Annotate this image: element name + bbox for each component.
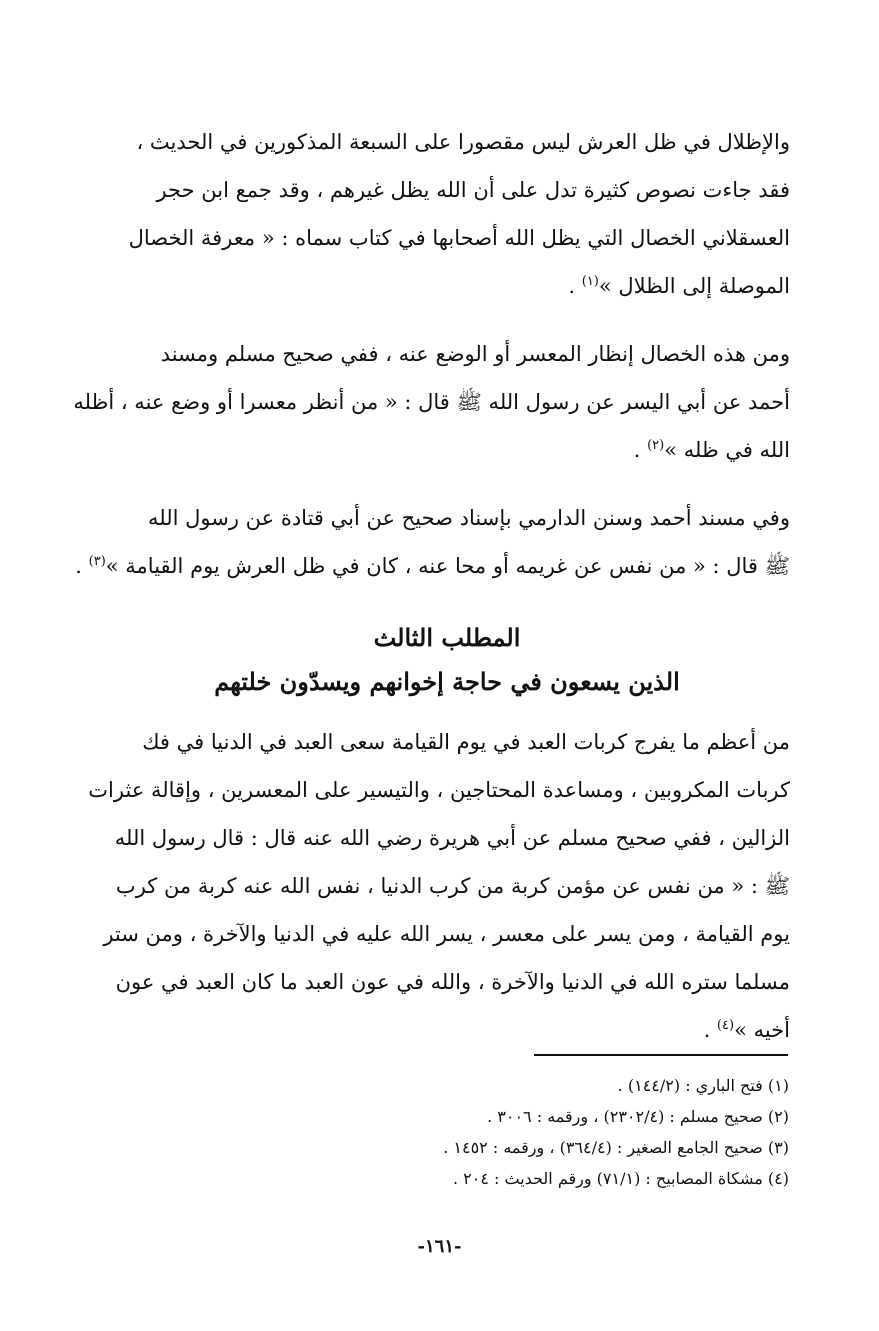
- paragraph-2: [73, 330, 790, 474]
- text-line: والإظلال في ظل العرش ليس مقصورا على السبعة المذكورين في الحديث ،: [136, 130, 790, 154]
- line-end: .: [568, 274, 582, 298]
- text-line: ﷺ : « من نفس عن مؤمن كربة من كرب الدنيا ، نفس الله عنه كربة من كرب: [115, 874, 790, 898]
- paragraph-3: [75, 494, 790, 590]
- line-end: .: [633, 438, 648, 462]
- footnote-ref: (١): [581, 274, 599, 289]
- section-title: المطلب الثالث: [373, 623, 521, 652]
- line-end: .: [75, 554, 89, 578]
- text-line-last: [104, 262, 790, 310]
- footnote-ref: (٢): [647, 438, 665, 453]
- text-line: فقد جاءت نصوص كثيرة تدل على أن الله يظل غيرهم ، وقد جمع ابن حجر: [156, 178, 790, 202]
- text-line: من أعظم ما يفرج كربات العبد في يوم القيامة سعى العبد في الدنيا في فك: [142, 730, 790, 754]
- section-heading: [104, 616, 790, 704]
- text-line: أحمد عن أبي اليسر عن رسول الله ﷺ قال : « من أنظر معسرا أو وضع عنه ، أظله: [73, 390, 790, 414]
- text-line: ﷺ قال : « من نفس عن غريمه أو محا عنه ، كان في ظل العرش يوم القيامة »: [105, 554, 790, 578]
- text-line: ومن هذه الخصال إنظار المعسر أو الوضع عنه ، ففي صحيح مسلم ومسند: [160, 342, 790, 366]
- line-end: .: [703, 1018, 717, 1042]
- paragraph-4: [88, 718, 790, 1054]
- text-line: الزالين ، ففي صحيح مسلم عن أبي هريرة رضي الله عنه قال : قال رسول الله: [114, 826, 790, 850]
- text-line-last: [104, 426, 790, 474]
- page-number: -١٦١-: [417, 1236, 462, 1257]
- text-line: أخيه »: [734, 1018, 790, 1042]
- text-line-last: [75, 542, 790, 590]
- footnotes: [289, 1070, 789, 1194]
- section-subtitle: الذين يسعون في حاجة إخوانهم ويسدّون خلتهم: [214, 667, 680, 696]
- footnote: (٣) صحيح الجامع الصغير : (٣٦٤/٤) ، ورقمه : ١٤٥٢ .: [443, 1138, 789, 1157]
- footnote-ref: (٣): [88, 554, 106, 569]
- text-line: الموصلة إلى الظلال »: [598, 274, 790, 298]
- text-line: كربات المكروبين ، ومساعدة المحتاجين ، والتيسير على المعسرين ، وإقالة عثرات: [88, 778, 790, 802]
- footnote: (١) فتح الباري : (١٤٤/٢) .: [617, 1076, 789, 1095]
- text-line: الله في ظله »: [664, 438, 790, 462]
- text-line: يوم القيامة ، ومن يسر على معسر ، يسر الله عليه في الدنيا والآخرة ، ومن ستر: [103, 922, 790, 946]
- text-line: مسلما ستره الله في الدنيا والآخرة ، والله في عون العبد ما كان العبد في عون: [115, 970, 790, 994]
- footnote: (٤) مشكاة المصابيح : (٧١/١) ورقم الحديث : ٢٠٤ .: [453, 1169, 789, 1188]
- footnote-ref: (٤): [716, 1018, 735, 1033]
- paragraph-1: [104, 118, 790, 310]
- footnote: (٢) صحيح مسلم : (٢٣٠٢/٤) ، ورقمه : ٣٠٠٦ .: [487, 1107, 789, 1126]
- text-line: العسقلاني الخصال التي يظل الله أصحابها في كتاب سماه : « معرفة الخصال: [128, 226, 790, 250]
- text-line-last: [104, 1006, 790, 1054]
- page-body: [73, 118, 790, 1054]
- text-line: وفي مسند أحمد وسنن الدارمي بإسناد صحيح عن أبي قتادة عن رسول الله: [148, 506, 790, 530]
- footnote-divider: [534, 1054, 788, 1056]
